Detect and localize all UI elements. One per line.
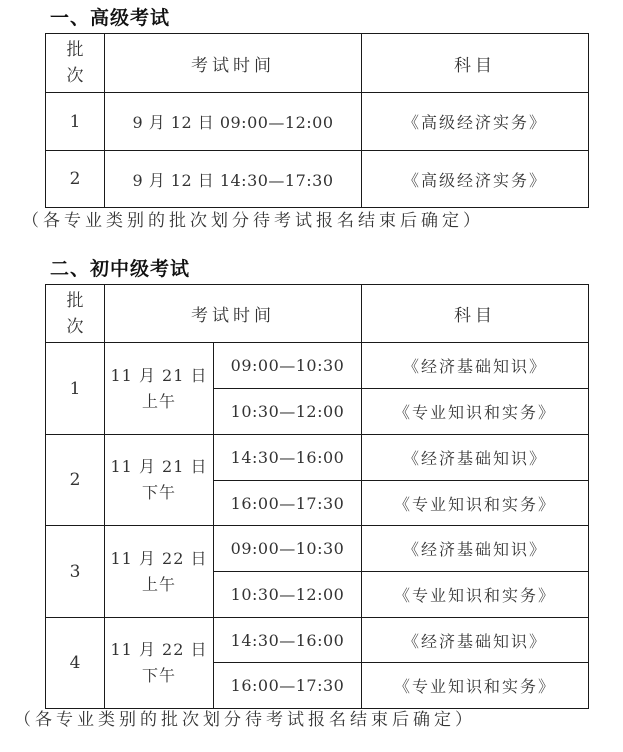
table-row — [46, 151, 589, 208]
exam-time: 9 月 12 日 14:30—17:30 — [105, 151, 362, 208]
exam-date — [105, 526, 214, 618]
session-time: 10:30—12:00 — [214, 572, 362, 618]
session-subject: 《专业知识和实务》 — [362, 572, 589, 618]
header-subject: 科目 — [362, 34, 589, 93]
table-row — [46, 93, 589, 151]
exam-date-day: 11 月 21 日 — [110, 457, 208, 476]
exam-date — [105, 435, 214, 526]
header-subject: 科目 — [362, 285, 589, 343]
exam-time: 9 月 12 日 09:00—12:00 — [105, 93, 362, 151]
senior-exam-heading: 一、高级考试 — [50, 7, 171, 29]
session-time: 10:30—12:00 — [214, 389, 362, 435]
header-batch — [46, 285, 105, 343]
session-subject: 《经济基础知识》 — [362, 343, 589, 389]
batch-number: 2 — [46, 151, 105, 208]
table-row — [46, 435, 589, 481]
junior-exam-note: （各专业类别的批次划分待考试报名结束后确定） — [14, 710, 476, 730]
session-time: 16:00—17:30 — [214, 481, 362, 526]
session-subject: 《经济基础知识》 — [362, 618, 589, 663]
senior-exam-note: （各专业类别的批次划分待考试报名结束后确定） — [22, 211, 484, 231]
table-row — [46, 526, 589, 572]
session-time: 16:00—17:30 — [214, 663, 362, 709]
table-header-row — [46, 285, 589, 343]
exam-date-day: 11 月 22 日 — [110, 548, 208, 568]
exam-subject: 《高级经济实务》 — [362, 151, 589, 208]
junior-exam-heading: 二、初中级考试 — [50, 258, 191, 280]
exam-date-period: 上午 — [141, 574, 176, 594]
table-row — [46, 618, 589, 663]
session-subject: 《专业知识和实务》 — [362, 389, 589, 435]
exam-date-period: 上午 — [141, 391, 176, 411]
header-batch-line1: 批 — [66, 290, 84, 311]
batch-number: 4 — [46, 618, 105, 709]
header-time: 考试时间 — [105, 34, 362, 93]
session-time: 09:00—10:30 — [214, 526, 362, 572]
exam-date — [105, 343, 214, 435]
header-batch-line2: 次 — [66, 66, 84, 86]
exam-date — [105, 618, 214, 709]
batch-number: 3 — [46, 526, 105, 618]
session-subject: 《专业知识和实务》 — [362, 481, 589, 526]
header-batch-line2: 次 — [66, 316, 84, 337]
session-subject: 《专业知识和实务》 — [362, 663, 589, 709]
batch-number: 2 — [46, 435, 105, 526]
exam-date-period: 下午 — [141, 666, 176, 685]
batch-number: 1 — [46, 343, 105, 435]
table-header-row — [46, 34, 589, 93]
session-subject: 《经济基础知识》 — [362, 435, 589, 481]
header-batch-line1: 批 — [66, 40, 84, 60]
junior-exam-table — [45, 284, 589, 709]
session-time: 14:30—16:00 — [214, 618, 362, 663]
batch-number: 1 — [46, 93, 105, 151]
table-row — [46, 343, 589, 389]
session-time: 09:00—10:30 — [214, 343, 362, 389]
exam-subject: 《高级经济实务》 — [362, 93, 589, 151]
exam-date-day: 11 月 21 日 — [110, 365, 208, 385]
header-time: 考试时间 — [105, 285, 362, 343]
header-batch — [46, 34, 105, 93]
senior-exam-table — [45, 33, 589, 208]
session-subject: 《经济基础知识》 — [362, 526, 589, 572]
exam-date-period: 下午 — [141, 483, 176, 502]
exam-date-day: 11 月 22 日 — [110, 640, 208, 659]
session-time: 14:30—16:00 — [214, 435, 362, 481]
